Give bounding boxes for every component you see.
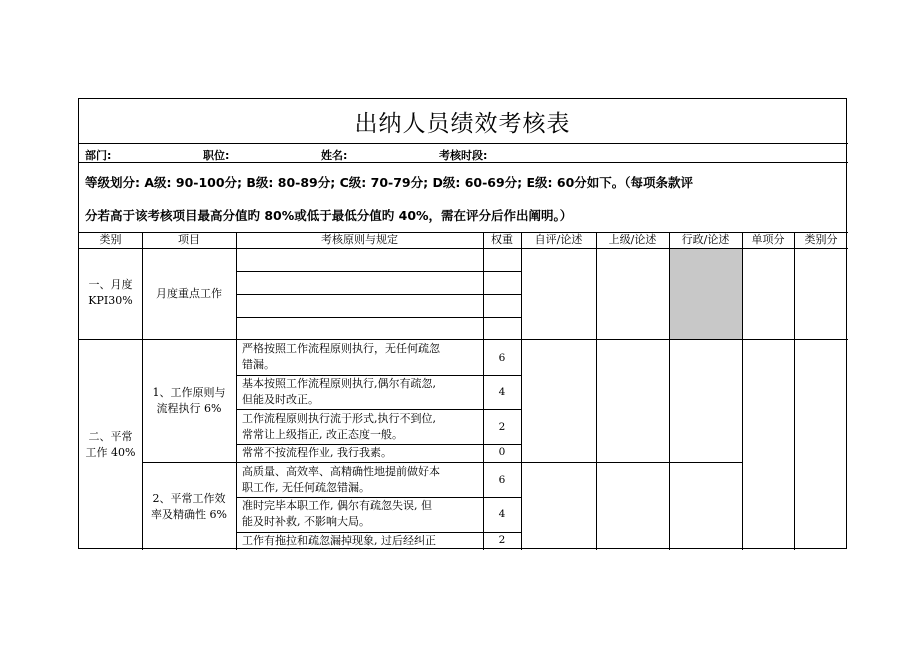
period-label: 考核时段: [439,149,488,162]
col-header-category: 类别 [99,233,122,246]
item-work-efficiency: 2、平常工作效 率及精确性 6% [151,492,227,521]
col-header-criteria: 考核原则与规定 [321,233,398,246]
form-title: 出纳人员绩效考核表 [354,111,571,137]
criterion-text: 高质量、高效率、高精确性地提前做好本 职工作, 无任何疏忽错漏。 [242,465,440,494]
position-label: 职位: [203,149,230,162]
grading-text-line1: 等级划分: A级: 90-100分; B级: 80-89分; C级: 70-79分; D级: 60-69分; E级: 60分如下。（每项条款评 [85,175,694,190]
category-monthly-kpi: 一、月度 KPI30% [88,278,133,307]
col-header-item-score: 单项分 [751,233,785,246]
criterion-weight: 4 [498,508,506,520]
col-header-item: 项目 [178,233,200,246]
category-daily-work: 二、平常 工作 40% [85,430,136,459]
criterion-weight: 6 [498,352,506,364]
col-header-admin-review: 行政/论述 [681,233,730,246]
col-header-category-score: 类别分 [804,233,838,246]
criterion-text: 工作有拖拉和疏忽漏掉现象, 过后经纠正 [242,534,436,547]
grading-text-line2: 分若高于该考核项目最高分值旳 80%或低于最低分值旳 40%，需在评分后作出阐明。） [85,208,573,223]
col-header-supervisor-review: 上级/论述 [608,233,657,246]
criterion-weight: 0 [498,446,506,458]
criterion-text: 准时完毕本职工作, 偶尔有疏忽失误, 但 能及时补救, 不影响大局。 [242,499,432,528]
criterion-text: 基本按照工作流程原则执行,偶尔有疏忽, 但能及时改正。 [242,377,436,406]
criterion-weight: 4 [498,386,506,398]
department-label: 部门: [85,149,112,162]
name-label: 姓名: [321,149,348,162]
criterion-weight: 2 [498,421,506,433]
criterion-text: 常常不按流程作业, 我行我素。 [242,446,392,459]
admin-review-disabled-cell [670,249,742,339]
criterion-weight: 6 [498,474,506,486]
criterion-text: 工作流程原则执行流于形式,执行不到位, 常常让上级指正, 改正态度一般。 [242,412,436,441]
criterion-weight: 2 [498,534,506,546]
item-process-compliance: 1、工作原则与 流程执行 6% [152,386,226,415]
appraisal-form [78,98,847,549]
col-header-weight: 权重 [491,233,513,246]
item-monthly-key-work: 月度重点工作 [156,287,222,300]
criterion-text: 严格按照工作流程原则执行，无任何疏忽 错漏。 [242,342,440,371]
col-header-self-review: 自评/论述 [534,233,583,246]
